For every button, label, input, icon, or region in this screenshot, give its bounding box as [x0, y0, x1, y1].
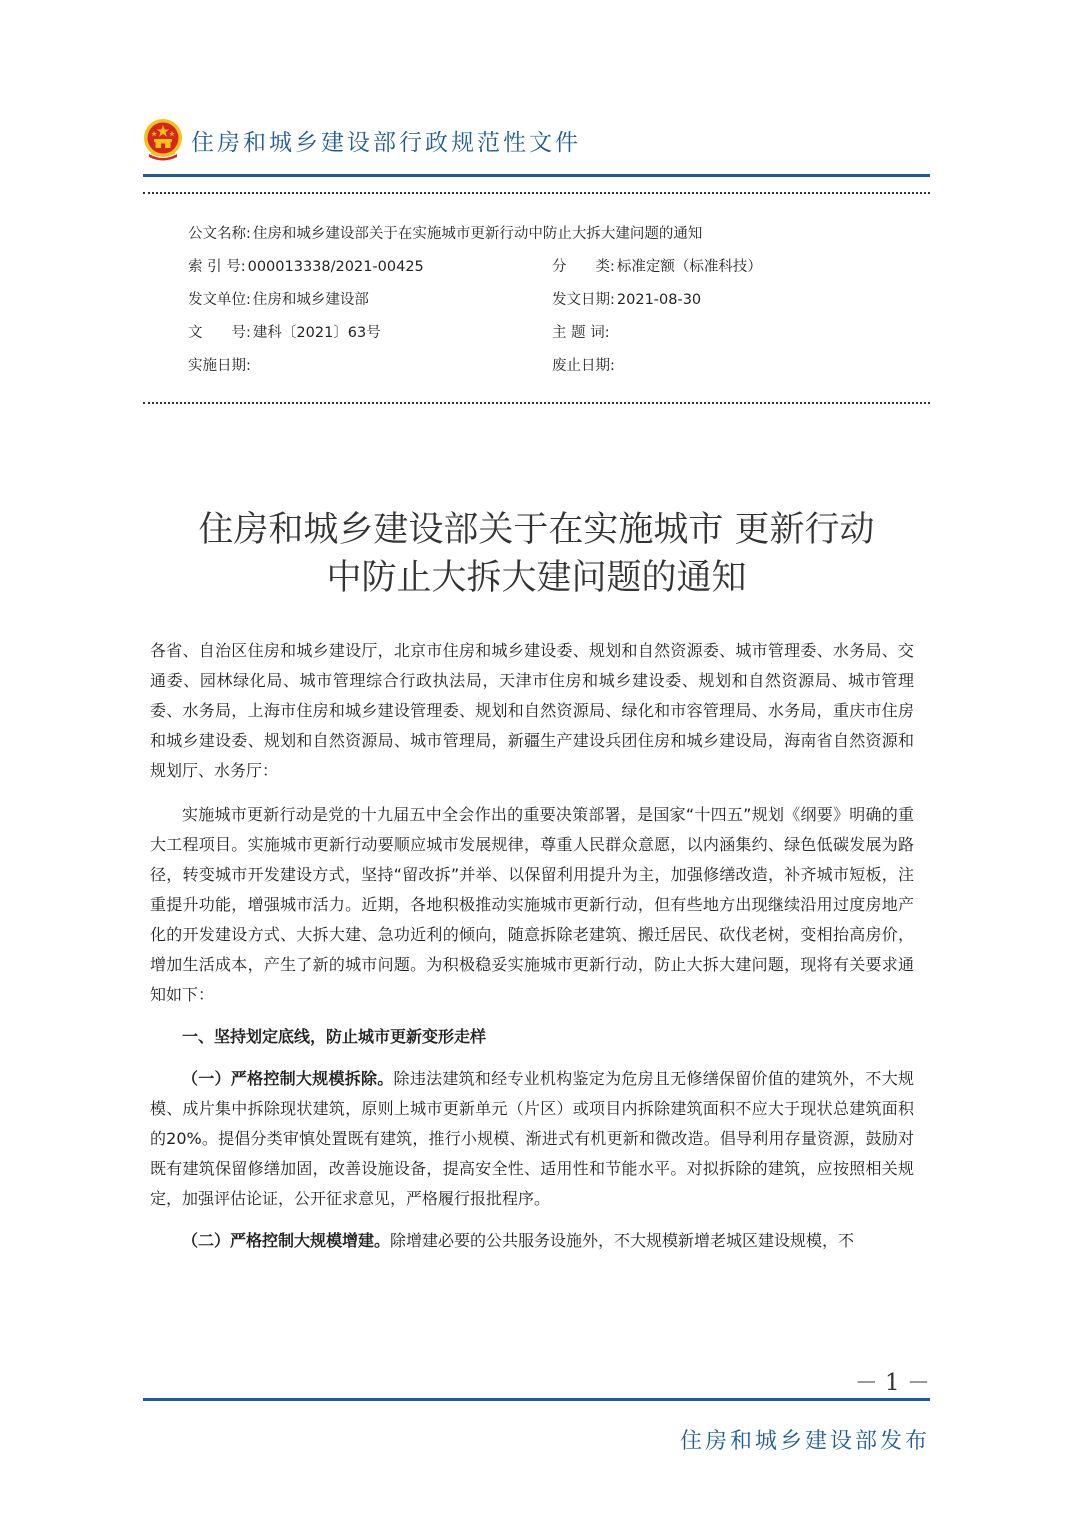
meta-issuer — [188, 288, 369, 309]
item-1-text: 除违法建筑和经专业机构鉴定为危房且无修缮保留价值的建筑外，不大规模、成片集中拆除现状建筑，原则上城市更新单元（片区）或项目内拆除建筑面积不应大于现状总建筑面积的20%。提倡分类审慎处置既有建筑，推行小规模、渐进式有机更新和微改造。倡导利用存量资源，鼓励对既有建筑保留修缮加固，改善设施设备，提高安全性、适用性和节能水平。对拟拆除的建筑，应按照相关规定，加强评估论证，公开征求意见，严格履行报批程序。 — [150, 1069, 914, 1208]
meta-value: 建科〔2021〕63号 — [252, 325, 381, 341]
meta-issue-date — [552, 288, 701, 309]
document-body — [150, 636, 914, 1268]
national-emblem-icon — [143, 118, 183, 162]
addressee-paragraph: 各省、自治区住房和城乡建设厅，北京市住房和城乡建设委、规划和自然资源委、城市管理委、水务局、交通委、园林绿化局、城市管理综合行政执法局，天津市住房和城乡建设委、规划和自然资源局、城市管理委、水务局，上海市住房和城乡建设管理委、规划和自然资源局、绿化和市容管理局、水务局，重庆市住房和城乡建设委、规划和自然资源局、城市管理局，新疆生产建设兵团住房和城乡建设局，海南省自然资源和规划厅、水务厅： — [150, 641, 914, 780]
page-number: － 1 － — [854, 1370, 930, 1396]
document-header — [143, 118, 930, 164]
meta-effective-date — [188, 354, 253, 375]
document-title-line-2: 中防止大拆大建问题的通知 — [326, 558, 747, 598]
document-title — [143, 506, 930, 602]
meta-keywords — [552, 321, 612, 342]
meta-label: 实施日期: — [188, 358, 251, 374]
meta-label: 公文名称: — [188, 226, 251, 242]
intro-paragraph: 实施城市更新行动是党的十九届五中全会作出的重要决策部署，是国家“十四五”规划《纲要》明确的重大工程项目。实施城市更新行动要顺应城市发展规律，尊重人民群众意愿，以内涵集约、绿色低碳发展为路径，转变城市开发建设方式，坚持“留改拆”并举、以保留利用提升为主，加强修缮改造，补齐城市短板，注重提升功能，增强城市活力。近期，各地积极推动实施城市更新行动，但有些地方出现继续沿用过度房地产化的开发建设方式、大拆大建、急功近利的倾向，随意拆除老建筑、搬迁居民、砍伐老树，变相抬高房价，增加生活成本，产生了新的城市问题。为积极稳妥实施城市更新行动，防止大拆大建问题，现将有关要求通知如下： — [150, 805, 914, 1004]
meta-label: 文 号: — [188, 325, 251, 341]
section-heading-1: 一、坚持划定底线，防止城市更新变形走样 — [182, 1027, 487, 1046]
meta-index-no — [188, 255, 424, 276]
item-1-paragraph — [150, 1064, 914, 1214]
meta-value: 2021-08-30 — [616, 292, 702, 308]
meta-category — [552, 255, 762, 276]
item-2-text: 除增建必要的公共服务设施外，不大规模新增老城区建设规模，不 — [390, 1231, 855, 1250]
document-title-line-1: 住房和城乡建设部关于在实施城市 更新行动 — [198, 510, 875, 550]
header-rule — [143, 174, 930, 177]
item-2-lead: （二）严格控制大规模增建。 — [182, 1231, 391, 1250]
meta-value: 住房和城乡建设部 — [252, 292, 369, 308]
meta-doc-name — [188, 222, 702, 243]
meta-label: 废止日期: — [552, 358, 615, 374]
meta-value: 标准定额（标准科技） — [616, 259, 762, 275]
meta-label: 主 题 词: — [552, 325, 610, 341]
publisher-line: 住房和城乡建设部发布 — [679, 1429, 930, 1454]
meta-expiry-date — [552, 354, 617, 375]
meta-value: 住房和城乡建设部关于在实施城市更新行动中防止大拆大建问题的通知 — [252, 226, 703, 242]
header-title: 住房和城乡建设部行政规范性文件 — [191, 130, 581, 156]
meta-label: 分 类: — [552, 259, 615, 275]
meta-label: 发文单位: — [188, 292, 251, 308]
item-1-lead: （一）严格控制大规模拆除。 — [182, 1069, 394, 1088]
meta-value: 000013338/2021-00425 — [247, 259, 424, 275]
meta-doc-no — [188, 321, 381, 342]
meta-label: 发文日期: — [552, 292, 615, 308]
meta-label: 索 引 号: — [188, 259, 246, 275]
footer-rule — [143, 1398, 930, 1401]
meta-bottom-divider — [143, 402, 930, 404]
item-2-paragraph — [150, 1226, 914, 1256]
meta-top-divider — [143, 192, 930, 194]
